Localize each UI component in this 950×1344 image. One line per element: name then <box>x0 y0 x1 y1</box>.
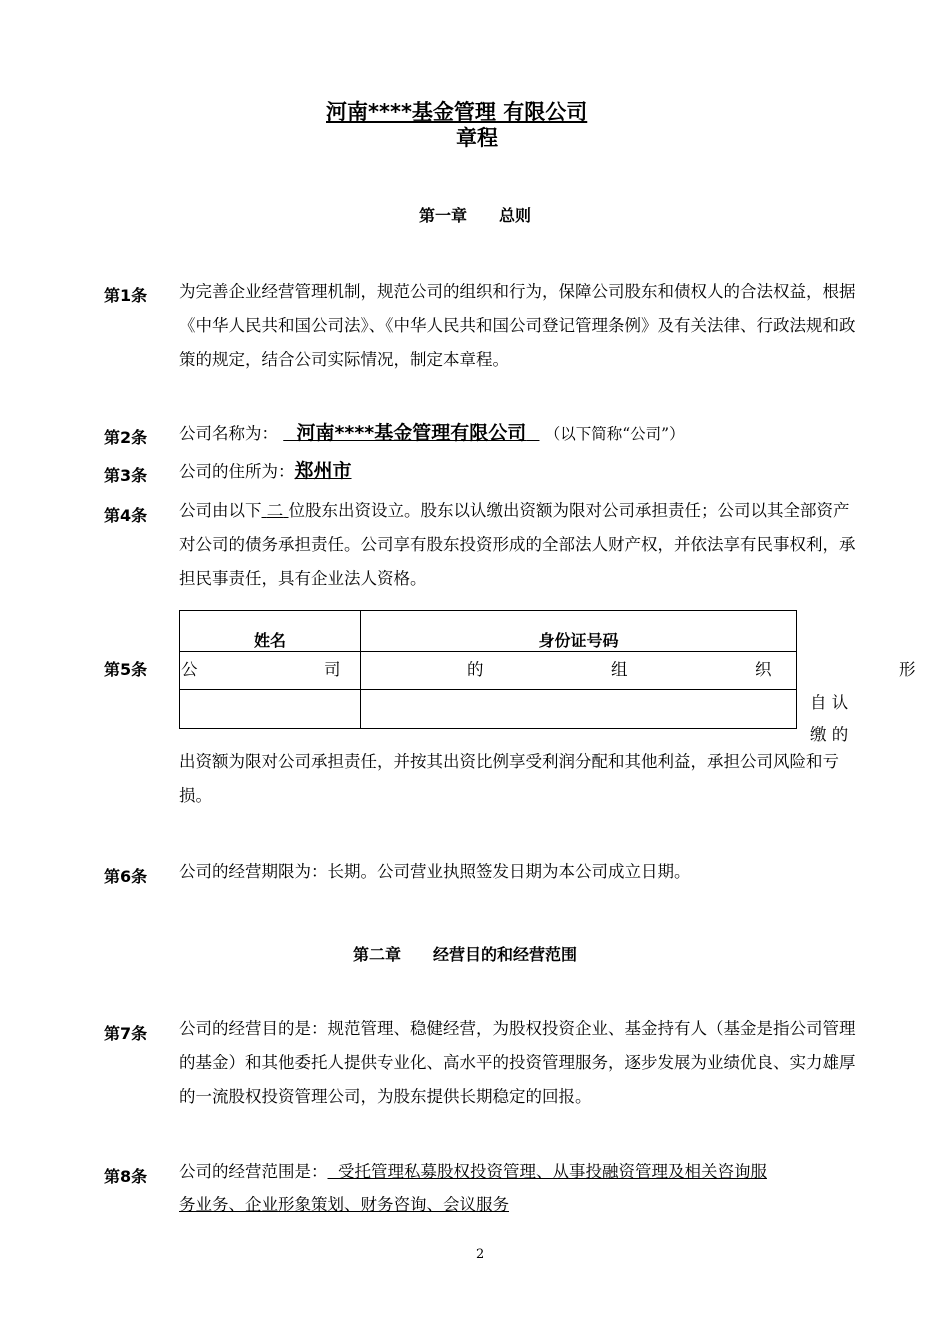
article-5-char: 形 <box>899 660 916 679</box>
business-scope-2: 务业务、企业形象策划、财务咨询、会议服务 <box>179 1195 509 1214</box>
article-8-line-2 <box>179 1188 509 1222</box>
document-title: 章程 <box>456 126 498 150</box>
shareholder-table <box>179 610 797 729</box>
chapter-1-heading: 第一章 总则 <box>419 206 532 225</box>
article-7-text: 公司的经营目的是：规范管理、稳健经营，为股权投资企业、基金持有人（基金是指公司管理的基金）和其他委托人提供专业化、高水平的投资管理服务，逐步发展为业绩优良、实力雄厚的一流股权投资管理公司，为股东提供长期稳定的回报。 <box>179 1019 856 1106</box>
article-1-label: 第1条 <box>104 286 148 305</box>
business-scope-line-1 <box>328 1162 768 1181</box>
table-cell <box>180 690 361 729</box>
article-5-char: 的 <box>467 660 484 679</box>
chapter-2-heading: 第二章 经营目的和经营范围 <box>353 945 578 964</box>
article-5-side-text-1: 自 认 <box>810 693 849 712</box>
table-header-row <box>180 611 797 652</box>
table-row <box>180 652 797 690</box>
shareholder-count-field <box>262 501 289 520</box>
article-7-label: 第7条 <box>104 1024 148 1043</box>
article-8-label: 第8条 <box>104 1167 148 1186</box>
company-title-text: 河南****基金管理 有限公司 <box>326 100 588 124</box>
article-5-char: 公 <box>181 660 198 679</box>
article-5-label: 第5条 <box>104 660 148 679</box>
article-5-char: 织 <box>755 660 772 679</box>
article-3-line <box>179 454 551 489</box>
article-2-prefix: 公司名称为： <box>179 424 278 443</box>
article-4-label: 第4条 <box>104 506 148 525</box>
company-name: 河南****基金管理有限公司 <box>296 422 527 444</box>
header-name: 姓名 <box>180 611 361 652</box>
page-number: 2 <box>476 1247 485 1262</box>
article-2-line <box>179 416 685 451</box>
header-id-number: 身份证号码 <box>361 611 797 652</box>
address-field <box>295 454 551 488</box>
article-1-text: 为完善企业经营管理机制，规范公司的组织和行为，保障公司股东和债权人的合法权益，根据《中华人民共和国公司法》、《中华人民共和国公司登记管理条例》及有关法律、行政法规和政策的规定，结合公司实际情况，制定本章程。 <box>179 282 856 369</box>
table-cell <box>361 690 797 729</box>
article-5-side-text-2: 缴 的 <box>810 725 849 744</box>
article-6-label: 第6条 <box>104 867 148 886</box>
article-6-text: 公司的经营期限为：长期。公司营业执照签发日期为本公司成立日期。 <box>179 862 691 881</box>
address-value: 郑州市 <box>294 460 352 482</box>
article-4-pre: 公司由以下 <box>179 501 262 520</box>
article-8-line-1 <box>179 1155 767 1189</box>
article-8-prefix: 公司的经营范围是： <box>179 1162 328 1181</box>
company-name-field <box>283 422 539 444</box>
article-2-label: 第2条 <box>104 428 148 447</box>
article-4-body: 位股东出资设立。股东以认缴出资额为限对公司承担责任；公司以其全部资产对公司的债务承担责任。公司享有股东投资形成的全部法人财产权，并依法享有民事权利，承担民事责任，具有企业法人资格。 <box>179 501 856 588</box>
table-row <box>180 690 797 729</box>
article-5-char: 司 <box>324 660 341 679</box>
shareholder-count: 二 <box>266 501 284 520</box>
article-3-prefix: 公司的住所为： <box>179 462 295 481</box>
article-2-suffix: （以下简称“公司”） <box>544 425 685 443</box>
article-5-text: 出资额为限对公司承担责任，并按其出资比例享受利润分配和其他利益，承担公司风险和亏损。 <box>179 752 839 805</box>
article-3-label: 第3条 <box>104 466 148 485</box>
article-5-char: 组 <box>611 660 628 679</box>
table-cell <box>361 652 797 690</box>
business-scope-1: 受托管理私募股权投资管理、从事投融资管理及相关咨询服 <box>338 1162 767 1181</box>
article-4-text <box>179 494 859 596</box>
